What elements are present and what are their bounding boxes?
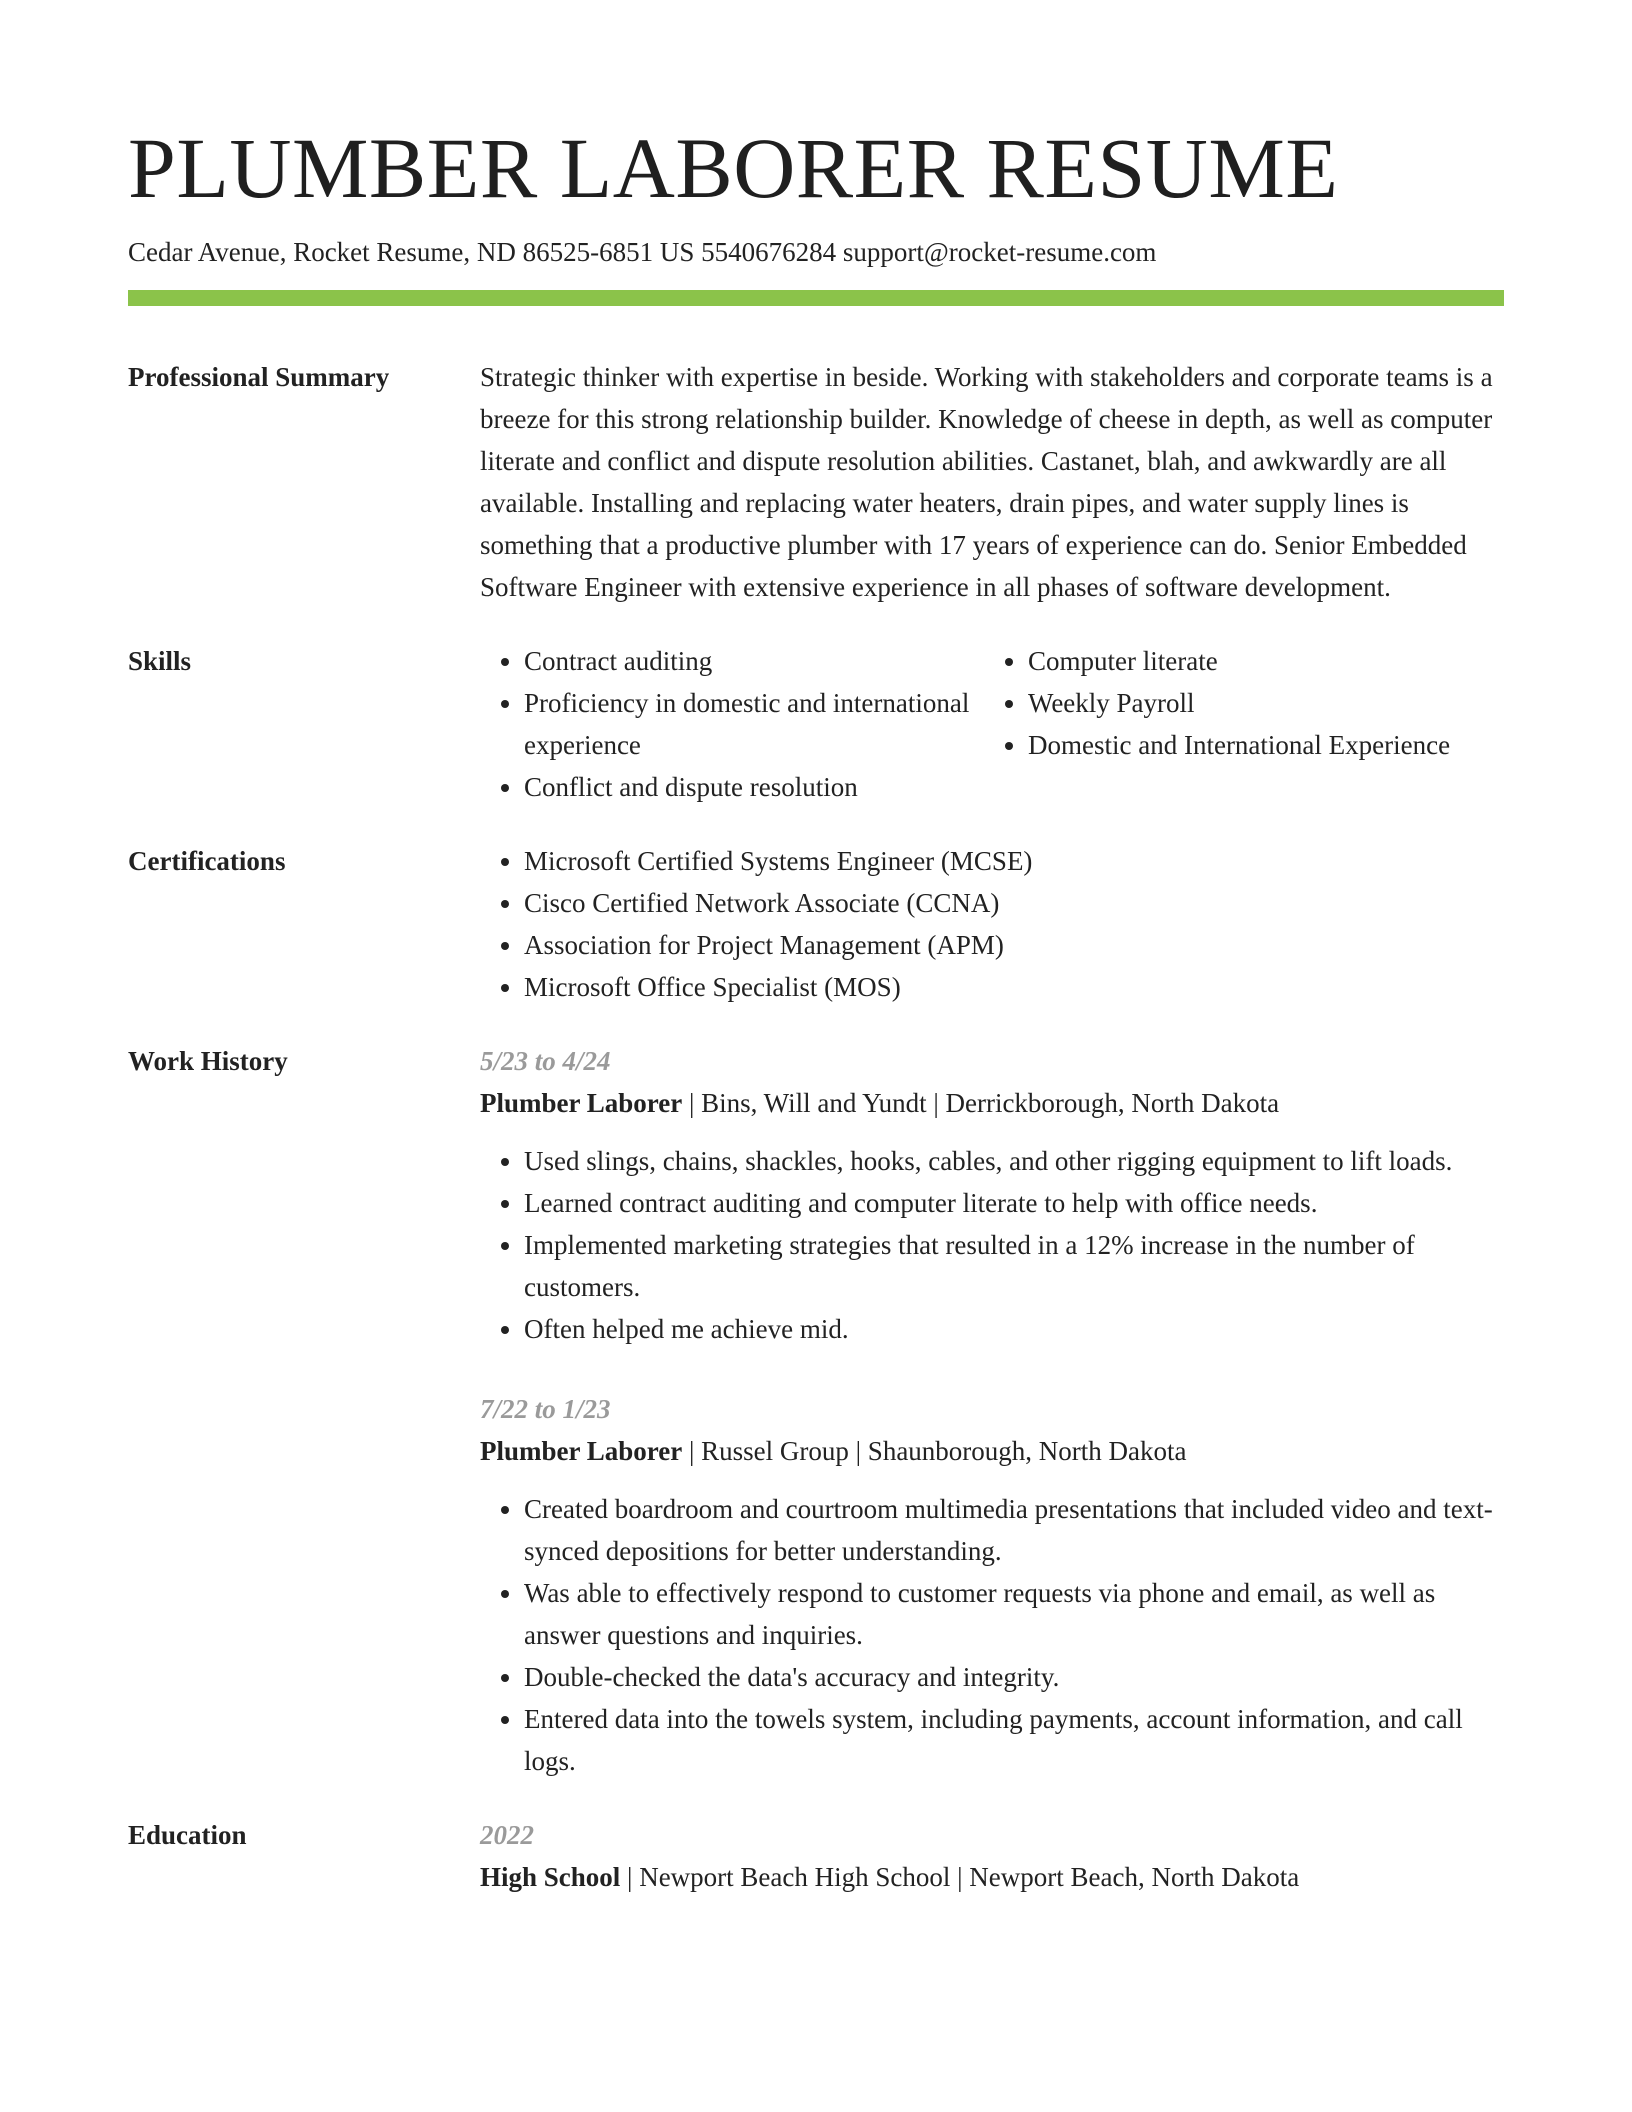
job-bullet-list [480, 1488, 1504, 1782]
job-bullet: • Often helped me achieve mid. [524, 1308, 1504, 1350]
education-label: Education [128, 1820, 247, 1850]
summary-body [480, 356, 1504, 608]
education-body [480, 1814, 1504, 1898]
job-bullet: • Was able to effectively respond to customer requests via phone and email, as well as answer questions and inquiries. [524, 1572, 1504, 1656]
skill-item: • Weekly Payroll [1028, 682, 1488, 724]
skills-column-left [480, 640, 984, 808]
skills-list-left [480, 640, 984, 808]
skill-item: • Computer literate [1028, 640, 1488, 682]
job-bullet: • Used slings, chains, shackles, hooks, cables, and other rigging equipment to lift loads. [524, 1140, 1504, 1182]
job-bullet-list [480, 1140, 1504, 1350]
job-employer-location: | Russel Group | Shaunborough, North Dakota [682, 1436, 1187, 1466]
job-title-line [480, 1430, 1504, 1472]
resume-title: PLUMBER LABORER RESUME [128, 120, 1339, 216]
certifications-label: Certifications [128, 846, 286, 876]
work-history-section [128, 1040, 1504, 1782]
job-role: Plumber Laborer [480, 1088, 683, 1118]
certifications-section [128, 840, 1504, 1008]
job-entry [480, 1040, 1504, 1350]
skill-item: • Domestic and International Experience [1028, 724, 1488, 766]
job-dates: 5/23 to 4/24 [480, 1046, 611, 1076]
job-dates: 7/22 to 1/23 [480, 1394, 611, 1424]
skill-item: • Proficiency in domestic and international experience [524, 682, 984, 766]
job-bullet: • Implemented marketing strategies that resulted in a 12% increase in the number of customers. [524, 1224, 1504, 1308]
certification-item: • Microsoft Certified Systems Engineer (MCSE) [524, 840, 1504, 882]
job-bullet: • Learned contract auditing and computer literate to help with office needs. [524, 1182, 1504, 1224]
skill-item: • Conflict and dispute resolution [524, 766, 984, 808]
education-line [480, 1856, 1504, 1898]
skills-body [480, 640, 1504, 808]
summary-text: Strategic thinker with expertise in beside. Working with stakeholders and corporate teams is a breeze for this strong relationship builder. Knowledge of cheese in depth, as well as computer literate and conflict and dispute resolution abilities. Castanet, blah, and awkwardly are all available. Installing and replacing water heaters, drain pipes, and water supply lines is something that a productive plumber with 17 years of experience can do. Senior Embedded Software Engineer with extensive experience in all phases of software development. [480, 362, 1493, 602]
skill-item: • Contract auditing [524, 640, 984, 682]
job-bullet: • Created boardroom and courtroom multimedia presentations that included video and text-synced depositions for better understanding. [524, 1488, 1504, 1572]
skills-grid [480, 640, 1504, 808]
work-history-label: Work History [128, 1046, 288, 1076]
skills-list-right [984, 640, 1488, 766]
job-role: Plumber Laborer [480, 1436, 683, 1466]
job-employer-location: | Bins, Will and Yundt | Derrickborough, North Dakota [682, 1088, 1280, 1118]
education-school-location: | Newport Beach High School | Newport Beach, North Dakota [620, 1862, 1300, 1892]
skills-section [128, 640, 1504, 808]
skills-label: Skills [128, 646, 192, 676]
certification-item: • Microsoft Office Specialist (MOS) [524, 966, 1504, 1008]
job-bullet: • Entered data into the towels system, including payments, account information, and call logs. [524, 1698, 1504, 1782]
certification-item: • Cisco Certified Network Associate (CCNA) [524, 882, 1504, 924]
certifications-body [480, 840, 1504, 1008]
summary-label: Professional Summary [128, 362, 390, 392]
accent-divider [128, 290, 1504, 306]
job-bullet: • Double-checked the data's accuracy and integrity. [524, 1656, 1504, 1698]
contact-line: Cedar Avenue, Rocket Resume, ND 86525-6851 US 5540676284 support@rocket-resume.com [128, 237, 1157, 267]
work-history-body [480, 1040, 1504, 1782]
job-title-line [480, 1082, 1504, 1124]
education-section [128, 1814, 1504, 1898]
certification-item: • Association for Project Management (APM) [524, 924, 1504, 966]
education-year: 2022 [480, 1820, 534, 1850]
skills-column-right [984, 640, 1488, 808]
job-entry [480, 1388, 1504, 1782]
summary-section [128, 356, 1504, 608]
education-degree: High School [480, 1862, 621, 1892]
certifications-list [480, 840, 1504, 1008]
